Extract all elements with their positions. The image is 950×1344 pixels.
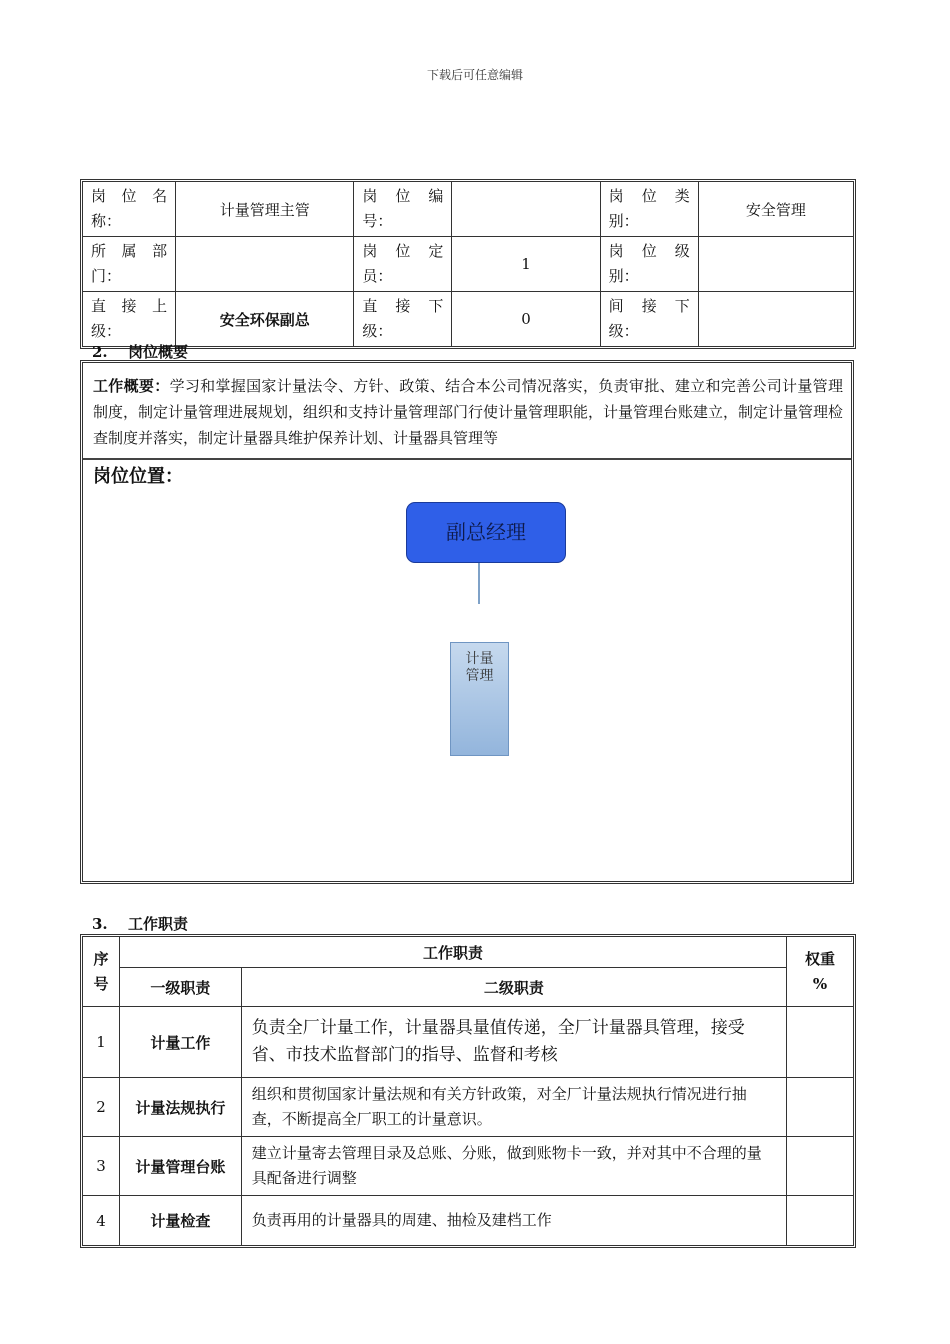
- value-position-category: 安全管理: [698, 182, 853, 237]
- overview-body: 学习和掌握国家计量法令、方针、政策、结合本公司情况落实，负责审批、建立和完善公司计量管理制度，制定计量管理进展规划，组织和支持计量管理部门行使计量管理职能，计量管理台账建立，制定计量管理检查制度并落实，制定计量器具维护保养计划、计量器具管理等: [93, 377, 844, 447]
- cell-level1: 计量管理台账: [119, 1137, 241, 1196]
- header-seq: 序 号: [83, 937, 120, 1007]
- position-info-table: [82, 181, 854, 347]
- table-header-row: [83, 968, 854, 1007]
- cell-weight: [787, 1078, 854, 1137]
- label-position-level: 岗 位 级 别：: [600, 237, 698, 292]
- value-indirect-subordinate: [698, 292, 853, 347]
- table-row: [83, 1137, 854, 1196]
- table-row: [83, 1078, 854, 1137]
- header-level2: 二级职责: [241, 968, 786, 1007]
- cell-level1: 计量检查: [119, 1196, 241, 1246]
- label-position-name: 岗 位 名 称：: [83, 182, 176, 237]
- table-row: [83, 1196, 854, 1246]
- cell-seq: 2: [83, 1078, 120, 1137]
- label-position-category: 岗 位 类 别：: [600, 182, 698, 237]
- label-headcount: 岗 位 定 员：: [354, 237, 452, 292]
- cell-seq: 3: [83, 1137, 120, 1196]
- section-2-title: 2. 岗位概要: [92, 343, 189, 361]
- cell-level2: 组织和贯彻国家计量法规和有关方针政策，对全厂计量法规执行情况进行抽查，不断提高全厂职工的计量意识。: [241, 1078, 786, 1137]
- org-node-vice-gm: 副总经理: [406, 502, 566, 563]
- cell-seq: 1: [83, 1007, 120, 1078]
- cell-weight: [787, 1196, 854, 1246]
- position-title: 岗位位置：: [93, 466, 183, 487]
- divider: [83, 458, 851, 460]
- value-headcount: 1: [452, 237, 600, 292]
- label-indirect-subordinate: 间 接 下 级：: [600, 292, 698, 347]
- value-position-code: [452, 182, 600, 237]
- value-position-name: 计量管理主管: [176, 182, 354, 237]
- cell-weight: [787, 1137, 854, 1196]
- org-node-metrology: 计量 管理: [450, 642, 509, 756]
- overview-text: [93, 373, 843, 451]
- cell-level2: 建立计量寄去管理目录及总账、分账，做到账物卡一致，并对其中不合理的量具配备进行调整: [241, 1137, 786, 1196]
- header-group: 工作职责: [119, 937, 786, 968]
- table-header-row: [83, 937, 854, 968]
- cell-weight: [787, 1007, 854, 1078]
- cell-level1: 计量工作: [119, 1007, 241, 1078]
- value-direct-subordinate: 0: [452, 292, 600, 347]
- cell-level2: 负责再用的计量器具的周建、抽检及建档工作: [241, 1196, 786, 1246]
- value-direct-superior: 安全环保副总: [176, 292, 354, 347]
- overview-label: 工作概要：: [93, 377, 170, 395]
- label-direct-subordinate: 直 接 下 级：: [354, 292, 452, 347]
- header-note: 下载后可任意编辑: [426, 68, 523, 82]
- header-level1: 一级职责: [119, 968, 241, 1007]
- label-direct-superior: 直 接 上 级：: [83, 292, 176, 347]
- cell-seq: 4: [83, 1196, 120, 1246]
- cell-level2: 负责全厂计量工作，计量器具量值传递，全厂计量器具管理，接受省、市技术监督部门的指导、监督和考核: [241, 1007, 786, 1078]
- info-row: [83, 237, 854, 292]
- duties-table: [82, 936, 854, 1246]
- label-department: 所 属 部 门：: [83, 237, 176, 292]
- table-row: [83, 1007, 854, 1078]
- value-position-level: [698, 237, 853, 292]
- info-row: [83, 182, 854, 237]
- label-position-code: 岗 位 编 号：: [354, 182, 452, 237]
- info-row: [83, 292, 854, 347]
- value-department: [176, 237, 354, 292]
- overview-box: [82, 362, 852, 882]
- cell-level1: 计量法规执行: [119, 1078, 241, 1137]
- section-3-title: 3. 工作职责: [92, 915, 189, 933]
- header-weight: 权重 %: [787, 937, 854, 1007]
